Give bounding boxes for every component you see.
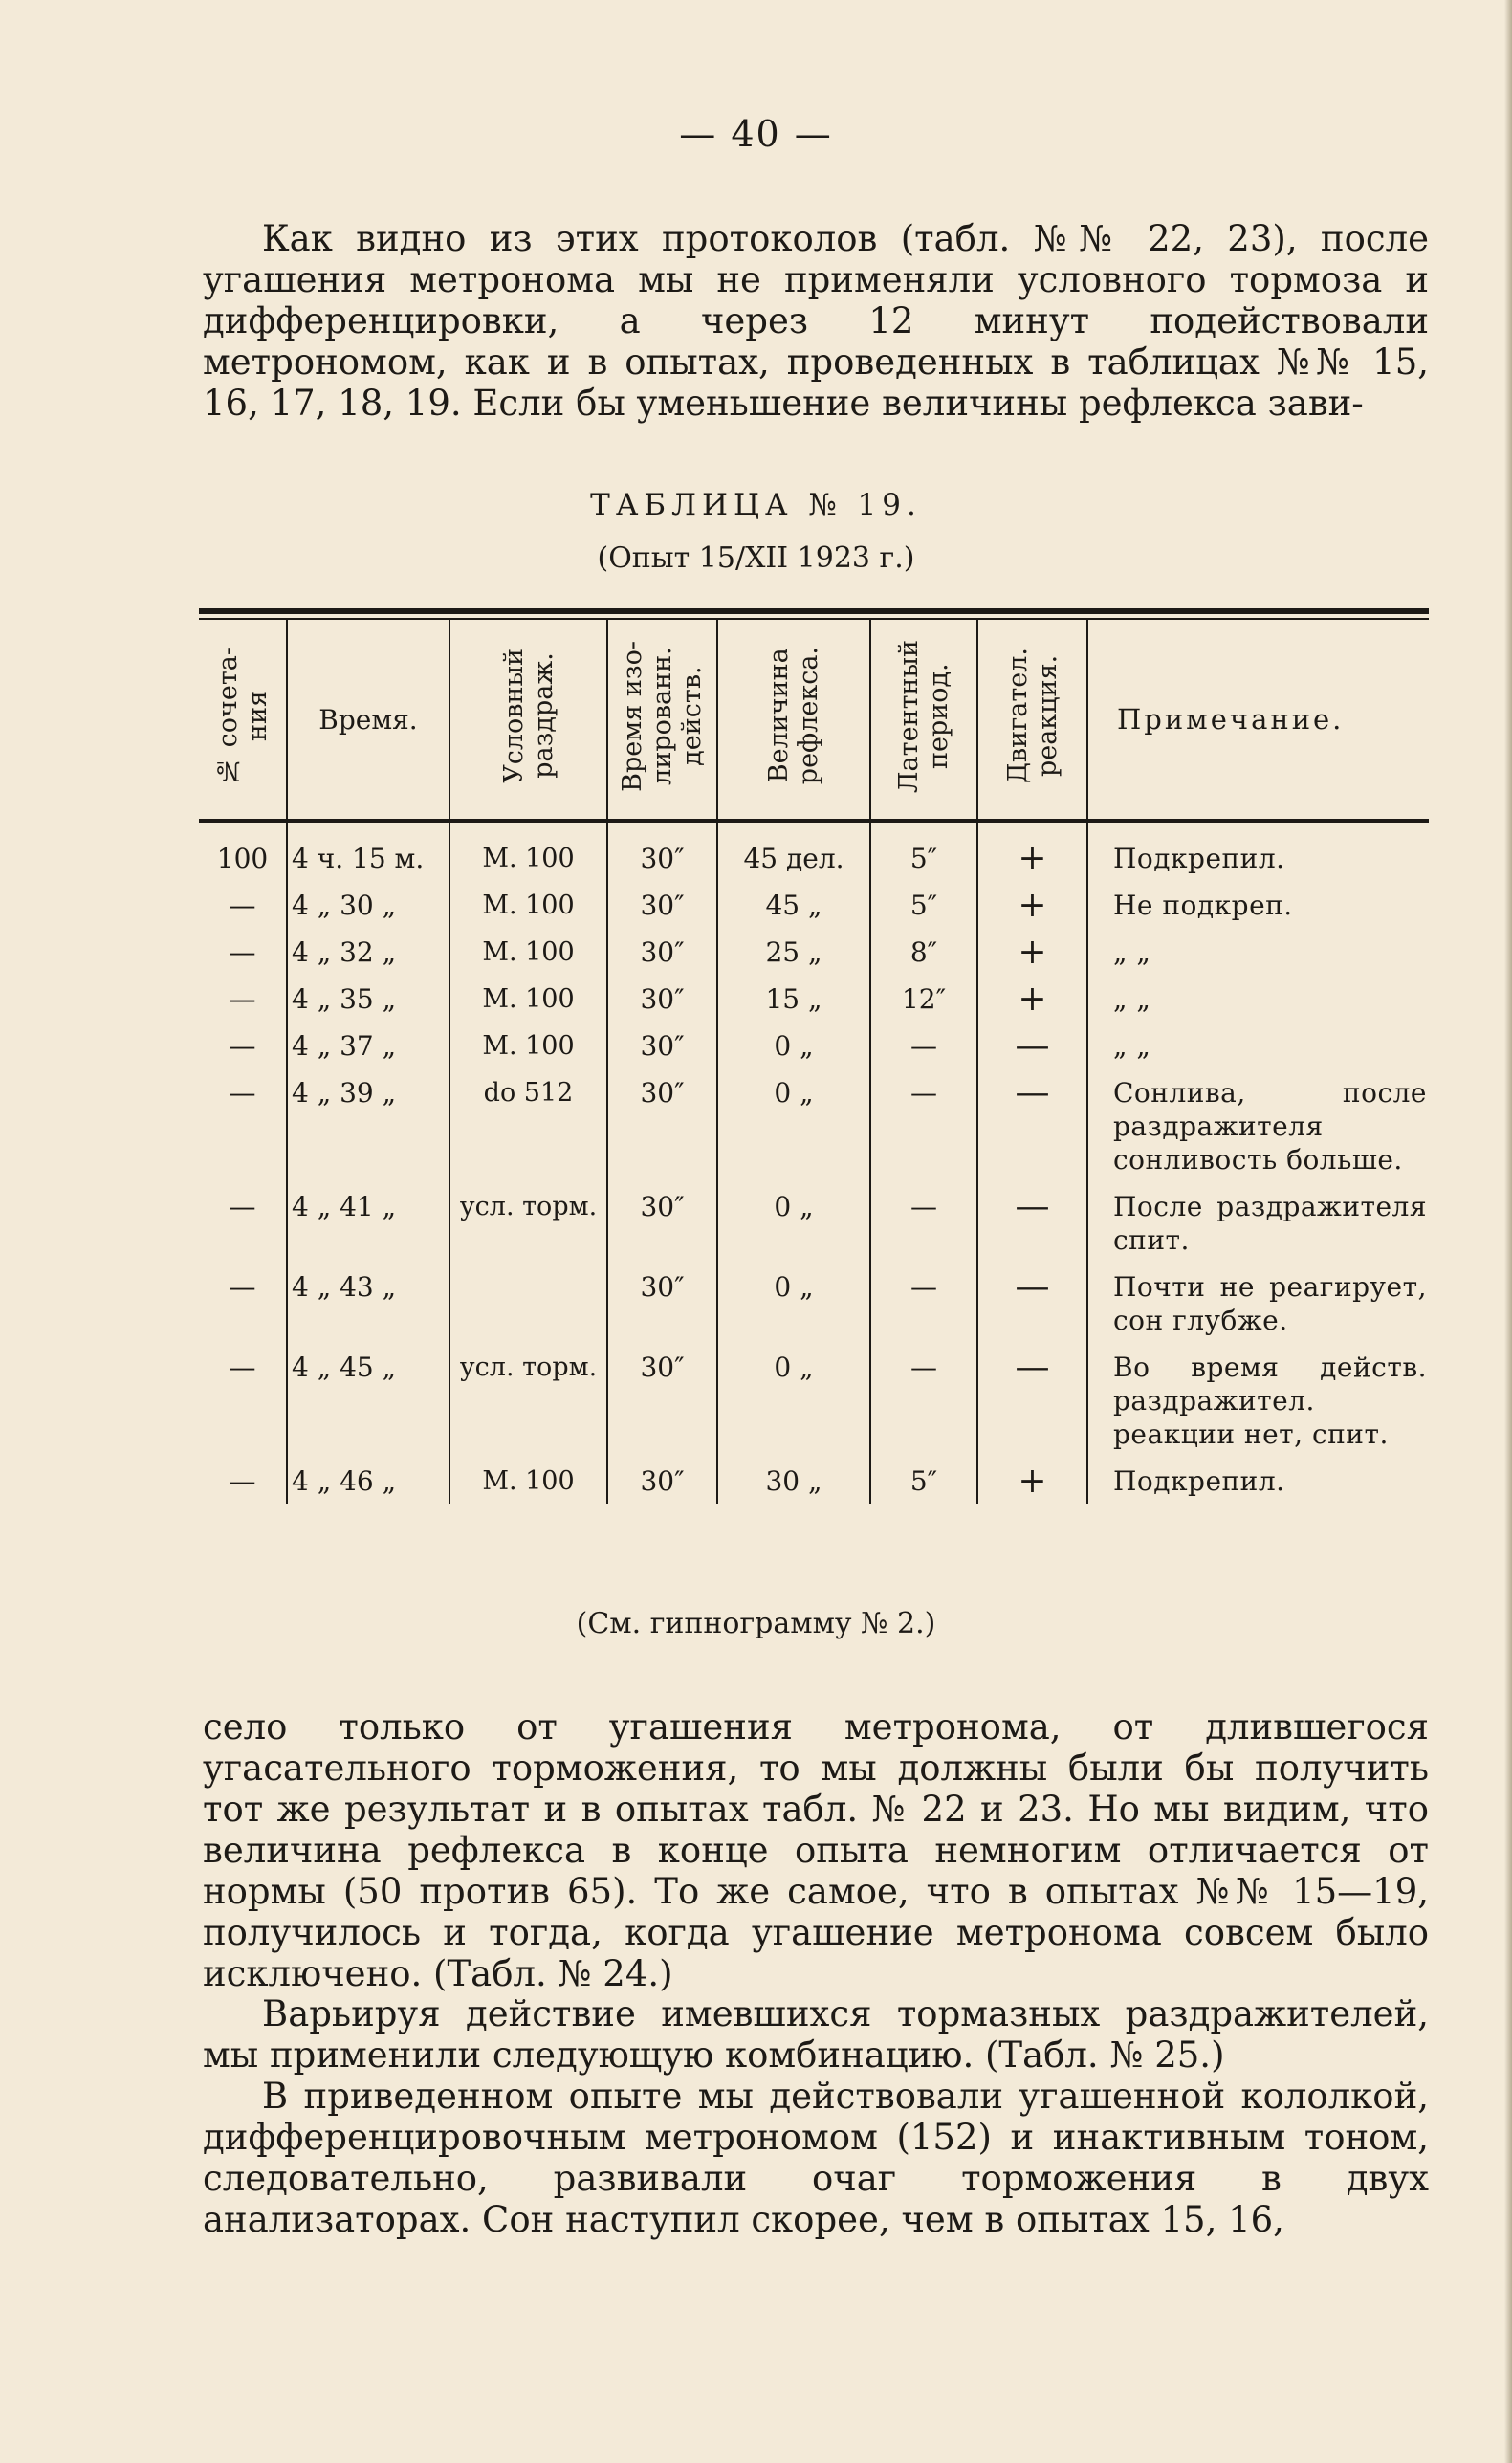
cell-motor: + bbox=[977, 881, 1087, 928]
table-row bbox=[199, 821, 1429, 881]
data-table bbox=[199, 620, 1429, 1504]
cell-time: 4 „ 39 „ bbox=[287, 1068, 449, 1182]
cell-num: — bbox=[229, 936, 256, 968]
table-row bbox=[199, 1457, 1429, 1504]
cell-time: 4 „ 43 „ bbox=[287, 1263, 449, 1343]
cell-note: Не подкреп. bbox=[1087, 881, 1429, 928]
cell-time: 4 „ 30 „ bbox=[287, 881, 449, 928]
table-row bbox=[199, 1068, 1429, 1182]
table-row bbox=[199, 928, 1429, 975]
cell-isolated: 30″ bbox=[607, 1263, 717, 1343]
cell-stimulus bbox=[449, 1263, 607, 1343]
cell-motor: — bbox=[977, 1263, 1087, 1343]
cell-magnitude: 0 „ bbox=[717, 1182, 870, 1263]
cell-num: 100 bbox=[216, 843, 269, 874]
cell-magnitude: 0 „ bbox=[717, 1263, 870, 1343]
table-row bbox=[199, 881, 1429, 928]
table-subtitle: (Опыт 15/XII 1923 г.) bbox=[597, 541, 915, 575]
cell-motor: + bbox=[977, 1457, 1087, 1504]
header-motor: Двигател. реакция. bbox=[977, 620, 1087, 821]
table-row bbox=[199, 1022, 1429, 1068]
cell-motor: — bbox=[977, 1022, 1087, 1068]
cell-magnitude: 15 „ bbox=[717, 975, 870, 1022]
cell-stimulus: М. 100 bbox=[449, 821, 607, 881]
paragraph-2: село только от угашения метронома, от длившегося угасательного торможения, то мы должны были бы получить тот же результат и в опытах табл. № 22 и 23. Но мы видим, что величина рефлекса в конце опыта немногим отличается от нормы (50 против 65). То же самое, что в опытах №№ 15—19, получилось и тогда, когда угашение метронома совсем было исключено. (Табл. № 24.) bbox=[203, 1706, 1429, 1994]
cell-num: — bbox=[229, 1077, 256, 1109]
cell-stimulus: do 512 bbox=[449, 1068, 607, 1182]
table-title: ТАБЛИЦА № 19. bbox=[590, 488, 922, 522]
cell-time: 4 „ 37 „ bbox=[287, 1022, 449, 1068]
cell-isolated: 30″ bbox=[607, 881, 717, 928]
cell-isolated: 30″ bbox=[607, 1343, 717, 1457]
cell-num: — bbox=[229, 1191, 256, 1222]
cell-stimulus: усл. торм. bbox=[449, 1182, 607, 1263]
cell-time: 4 „ 46 „ bbox=[287, 1457, 449, 1504]
header-time: Время. bbox=[287, 620, 449, 821]
cell-latent: — bbox=[870, 1022, 977, 1068]
cell-time: 4 ч. 15 м. bbox=[287, 821, 449, 881]
header-stimulus: Условный раздраж. bbox=[449, 620, 607, 821]
cell-motor: — bbox=[977, 1182, 1087, 1263]
table-top-rule bbox=[199, 608, 1429, 614]
cell-magnitude: 0 „ bbox=[717, 1068, 870, 1182]
cell-note: Подкрепил. bbox=[1087, 1457, 1429, 1504]
cell-stimulus: М. 100 bbox=[449, 928, 607, 975]
cell-num: — bbox=[229, 1465, 256, 1497]
cell-num: — bbox=[229, 890, 256, 921]
paragraph-4: В приведенном опыте мы действовали угашенной кололкой, дифференцировочным метрономом (152) и инактивным тоном, следовательно, развивали очаг торможения в двух анализаторах. Сон наступил скорее, чем в опытах 15, 16, bbox=[203, 2076, 1429, 2240]
cell-latent: — bbox=[870, 1263, 977, 1343]
cell-isolated: 30″ bbox=[607, 1022, 717, 1068]
cell-isolated: 30″ bbox=[607, 1457, 717, 1504]
cell-num: — bbox=[229, 1271, 256, 1303]
cell-magnitude: 30 „ bbox=[717, 1457, 870, 1504]
table-header-row bbox=[199, 620, 1429, 821]
cell-note: После раздражителя спит. bbox=[1087, 1182, 1429, 1263]
cell-motor: — bbox=[977, 1343, 1087, 1457]
cell-note: Сонлива, после раздражителя сонливость больше. bbox=[1087, 1068, 1429, 1182]
cell-isolated: 30″ bbox=[607, 1068, 717, 1182]
cell-note: Во время действ. раздражител. реакции нет, спит. bbox=[1087, 1343, 1429, 1457]
cell-isolated: 30″ bbox=[607, 1182, 717, 1263]
cell-magnitude: 0 „ bbox=[717, 1343, 870, 1457]
header-num: № сочета- ния bbox=[199, 620, 287, 821]
cell-num: — bbox=[229, 1030, 256, 1062]
cell-stimulus: М. 100 bbox=[449, 975, 607, 1022]
cell-isolated: 30″ bbox=[607, 821, 717, 881]
cell-motor: + bbox=[977, 928, 1087, 975]
table-caption: (См. гипнограмму № 2.) bbox=[576, 1607, 936, 1640]
header-notes: Примечание. bbox=[1087, 620, 1429, 821]
table-row bbox=[199, 1343, 1429, 1457]
cell-magnitude: 25 „ bbox=[717, 928, 870, 975]
paragraph-1: Как видно из этих протоколов (табл. №№ 22, 23), после угашения метронома мы не применяли условного тормоза и дифференцировки, а через 12 минут подействовали метрономом, как и в опытах, проведенных в таблицах №№ 15, 16, 17, 18, 19. Если бы уменьшение величины рефлекса зави- bbox=[203, 218, 1429, 424]
cell-time: 4 „ 41 „ bbox=[287, 1182, 449, 1263]
cell-magnitude: 0 „ bbox=[717, 1022, 870, 1068]
cell-num: — bbox=[229, 983, 256, 1015]
cell-motor: — bbox=[977, 1068, 1087, 1182]
cell-stimulus: усл. торм. bbox=[449, 1343, 607, 1457]
cell-note: „ „ bbox=[1087, 928, 1429, 975]
cell-latent: 5″ bbox=[870, 881, 977, 928]
cell-latent: 5″ bbox=[870, 1457, 977, 1504]
header-isolated: Время изо- лированн. действ. bbox=[607, 620, 717, 821]
cell-motor: + bbox=[977, 821, 1087, 881]
cell-num: — bbox=[229, 1352, 256, 1383]
table-row bbox=[199, 1263, 1429, 1343]
cell-latent: — bbox=[870, 1068, 977, 1182]
cell-time: 4 „ 35 „ bbox=[287, 975, 449, 1022]
page-number: — 40 — bbox=[679, 113, 833, 155]
header-latent: Латентный период. bbox=[870, 620, 977, 821]
cell-note: Подкрепил. bbox=[1087, 821, 1429, 881]
cell-latent: 8″ bbox=[870, 928, 977, 975]
cell-magnitude: 45 дел. bbox=[717, 821, 870, 881]
table-body bbox=[199, 821, 1429, 1504]
cell-time: 4 „ 32 „ bbox=[287, 928, 449, 975]
cell-motor: + bbox=[977, 975, 1087, 1022]
cell-stimulus: М. 100 bbox=[449, 1022, 607, 1068]
table-row bbox=[199, 1182, 1429, 1263]
cell-time: 4 „ 45 „ bbox=[287, 1343, 449, 1457]
cell-isolated: 30″ bbox=[607, 975, 717, 1022]
cell-note: „ „ bbox=[1087, 1022, 1429, 1068]
cell-stimulus: М. 100 bbox=[449, 881, 607, 928]
cell-stimulus: М. 100 bbox=[449, 1457, 607, 1504]
cell-isolated: 30″ bbox=[607, 928, 717, 975]
cell-magnitude: 45 „ bbox=[717, 881, 870, 928]
cell-latent: — bbox=[870, 1343, 977, 1457]
cell-latent: 5″ bbox=[870, 821, 977, 881]
data-table-container bbox=[199, 608, 1429, 1504]
header-magnitude: Величина рефлекса. bbox=[717, 620, 870, 821]
paragraph-3: Варьируя действие имевшихся тормазных раздражителей, мы применили следующую комбинацию. (Табл. № 25.) bbox=[203, 1993, 1429, 2076]
page-edge-shadow bbox=[1504, 0, 1512, 2463]
cell-latent: — bbox=[870, 1182, 977, 1263]
cell-note: Почти не реагирует, сон глубже. bbox=[1087, 1263, 1429, 1343]
table-row bbox=[199, 975, 1429, 1022]
cell-note: „ „ bbox=[1087, 975, 1429, 1022]
cell-latent: 12″ bbox=[870, 975, 977, 1022]
